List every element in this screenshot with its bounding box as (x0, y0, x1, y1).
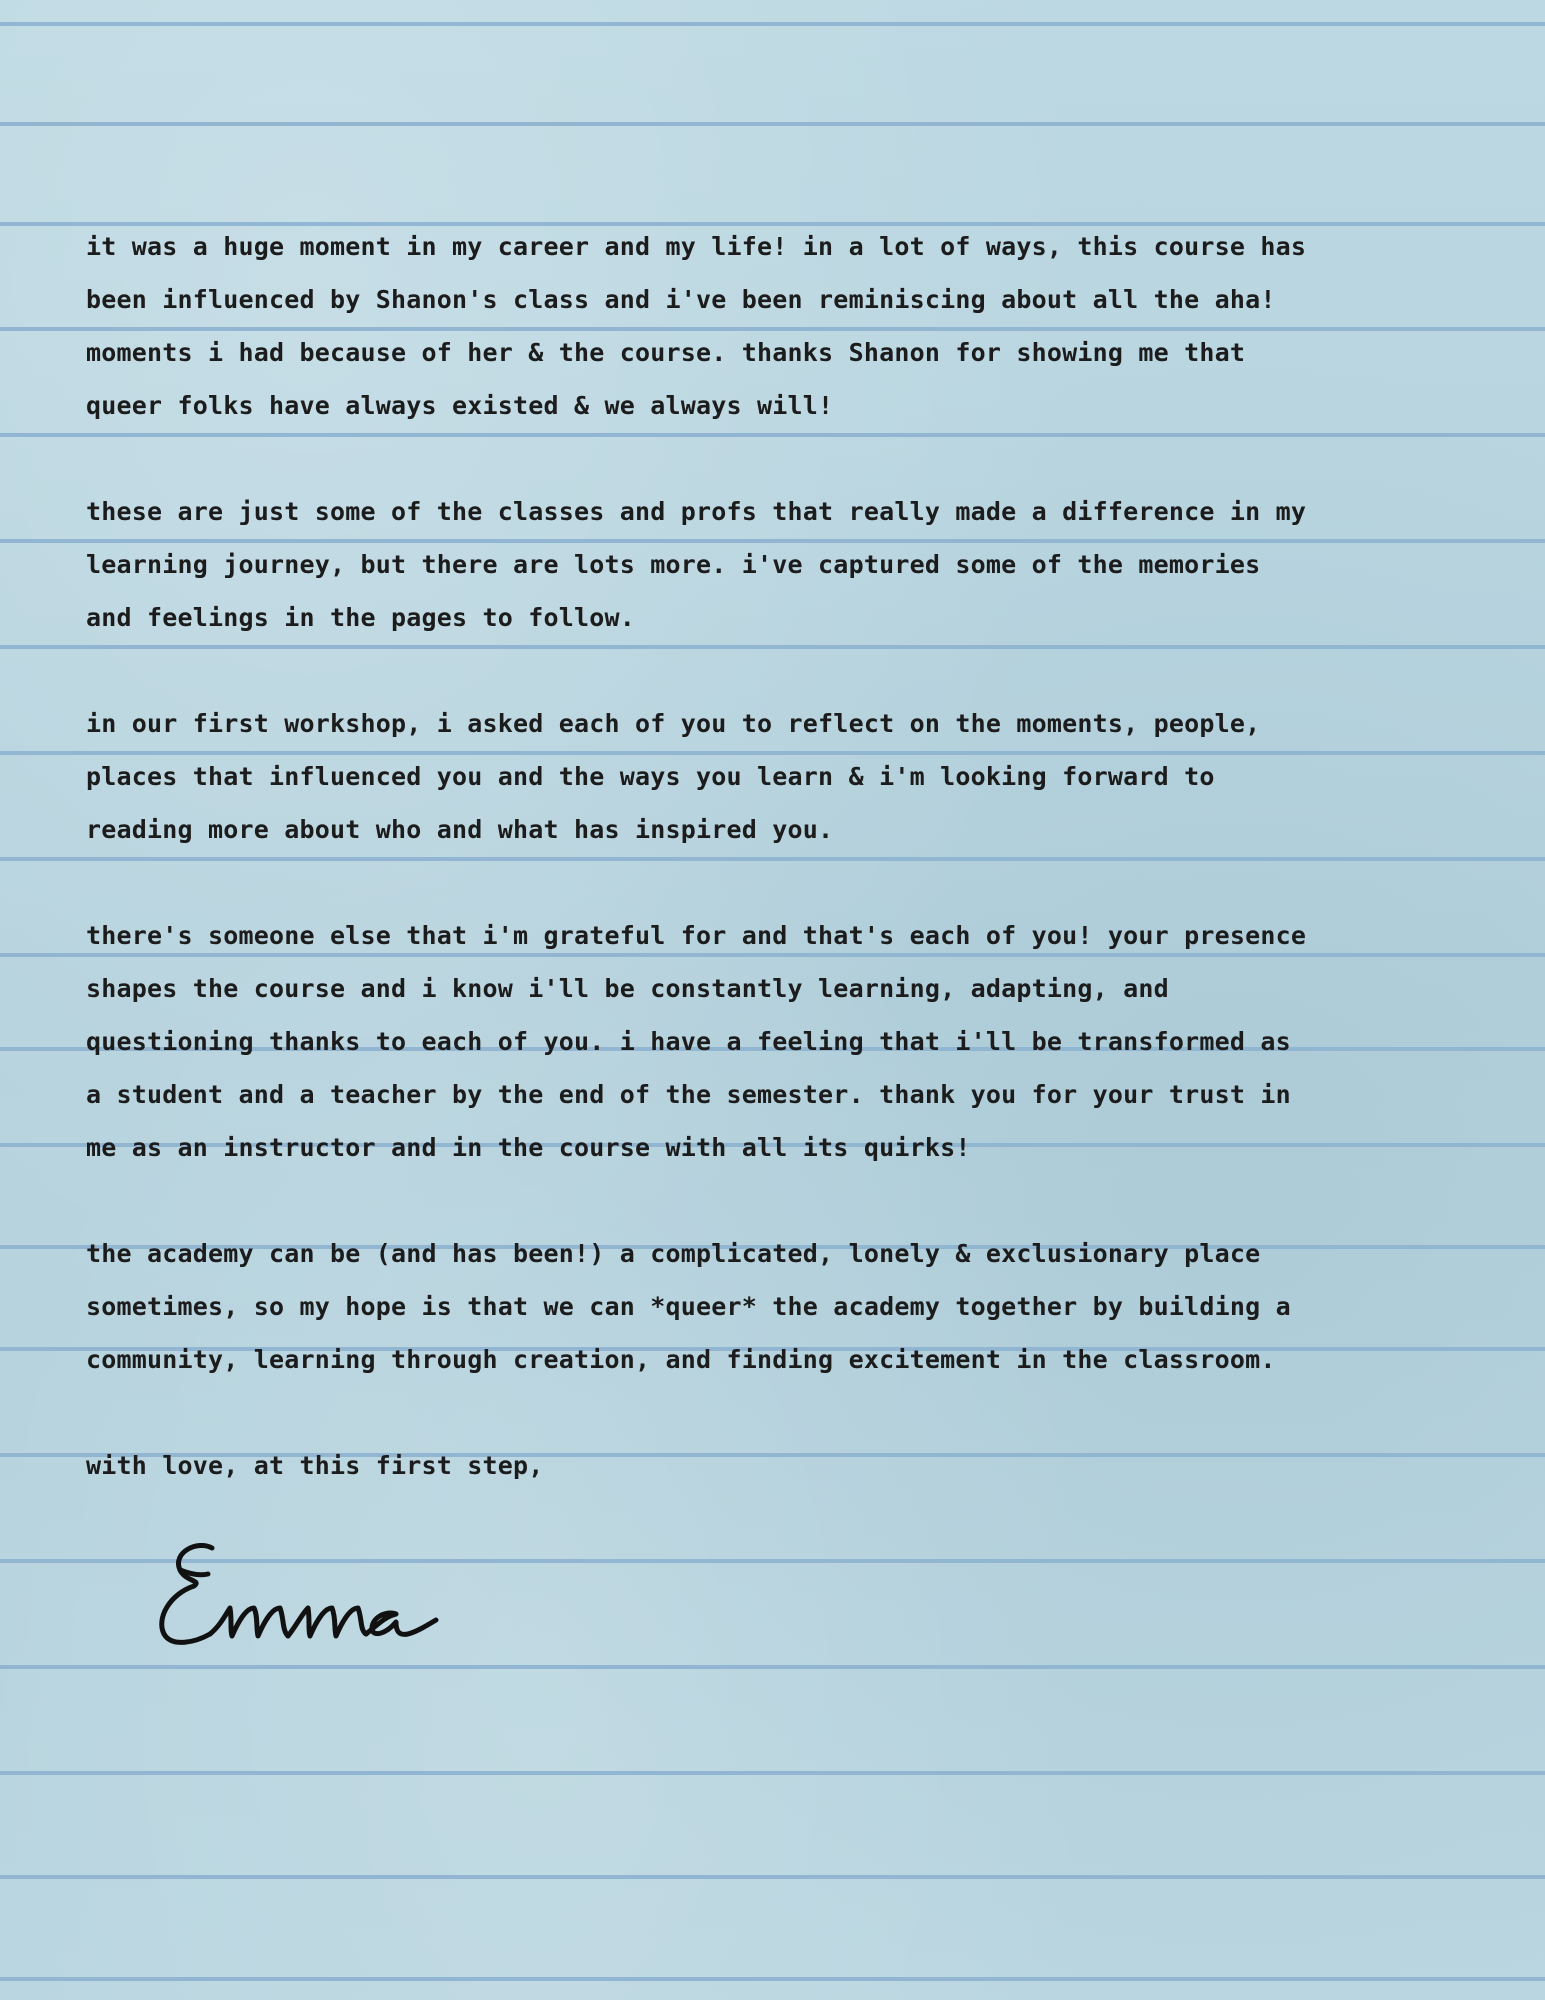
rule-line (0, 122, 1545, 126)
letter-line: there's someone else that i'm grateful for and that's each of you! your presence (86, 921, 1307, 950)
letter-line: community, learning through creation, and finding excitement in the classroom. (86, 1345, 1276, 1374)
rule-line (0, 1665, 1545, 1669)
rule-line (0, 1771, 1545, 1775)
letter-line: these are just some of the classes and profs that really made a difference in my (86, 497, 1307, 526)
signature-emma (150, 1530, 450, 1660)
letter-line: moments i had because of her & the course. thanks Shanon for showing me that (86, 338, 1246, 367)
rule-line (0, 1875, 1545, 1879)
paragraph-gap (86, 432, 1506, 485)
letter-line: it was a huge moment in my career and my life! in a lot of ways, this course has (86, 232, 1307, 261)
letter-line: questioning thanks to each of you. i have a feeling that i'll be transformed as (86, 1027, 1291, 1056)
paragraph-gap (86, 1386, 1506, 1439)
letter-line: shapes the course and i know i'll be constantly learning, adapting, and (86, 974, 1169, 1003)
letter-line: and feelings in the pages to follow. (86, 603, 636, 632)
rule-line (0, 1977, 1545, 1981)
letter-line: learning journey, but there are lots more. i've captured some of the memories (86, 550, 1261, 579)
paragraph-gap (86, 644, 1506, 697)
letter-line: been influenced by Shanon's class and i've been reminiscing about all the aha! (86, 285, 1276, 314)
letter-body (86, 220, 1506, 1492)
letter-line: sometimes, so my hope is that we can *queer* the academy together by building a (86, 1292, 1291, 1321)
letter-line: queer folks have always existed & we always will! (86, 391, 834, 420)
letter-line: the academy can be (and has been!) a complicated, lonely & exclusionary place (86, 1239, 1261, 1268)
letter-line: me as an instructor and in the course with all its quirks! (86, 1133, 971, 1162)
letter-line: places that influenced you and the ways you learn & i'm looking forward to (86, 762, 1215, 791)
paragraph-gap (86, 1174, 1506, 1227)
paragraph-gap (86, 856, 1506, 909)
letter-line: reading more about who and what has inspired you. (86, 815, 834, 844)
letter-line: in our first workshop, i asked each of you to reflect on the moments, people, (86, 709, 1261, 738)
letter-line: a student and a teacher by the end of the semester. thank you for your trust in (86, 1080, 1291, 1109)
letter-closing: with love, at this first step, (86, 1451, 544, 1480)
rule-line (0, 22, 1545, 26)
